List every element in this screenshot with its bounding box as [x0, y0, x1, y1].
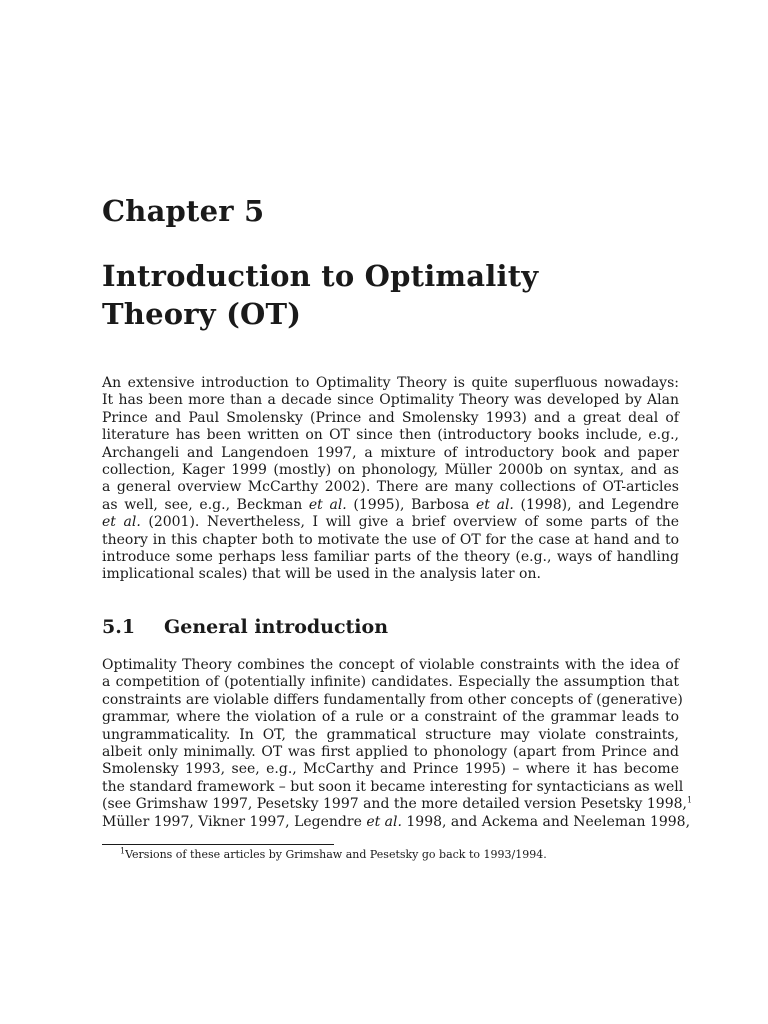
footnote-divider [102, 844, 334, 845]
paragraph-line [102, 795, 693, 813]
italic-text: et al. [102, 514, 141, 531]
text-run: Müller 1997, Vikner 1997, Legendre [102, 813, 367, 830]
chapter-title-line: Theory (OT) [102, 297, 302, 331]
footnote-reference[interactable]: 1 [686, 795, 693, 805]
paragraph-line [102, 497, 679, 514]
section-title: General introduction [164, 616, 389, 638]
paragraph-line: It has been more than a decade since Optimality Theory was developed by Alan [102, 392, 679, 409]
footnote-text: Versions of these articles by Grimshaw and Pesetsky go back to 1993/1994. [125, 848, 547, 861]
text-run: (1995), Barbosa [346, 496, 477, 513]
paragraph-line [102, 813, 691, 831]
text-run: (1998), and Legendre [513, 496, 679, 513]
italic-text: et al. [308, 496, 347, 513]
paragraph-line: introduce some perhaps less familiar parts of the theory (e.g., ways of handling [102, 548, 679, 565]
paragraph-line: constraints are violable differs fundamentally from other concepts of (generative) [102, 691, 683, 708]
text-run: as well, see, e.g., Beckman [102, 496, 309, 513]
footnote [120, 848, 547, 862]
paragraph-line: literature has been written on OT since then (introductory books include, e.g., [102, 427, 679, 444]
text-run: (see Grimshaw 1997, Pesetsky 1997 and the more detailed version Pesetsky 1998, [102, 796, 687, 813]
paragraph-line: Smolensky 1993, see, e.g., McCarthy and Prince 1995) – where it has become [102, 761, 679, 778]
italic-text: et al. [366, 813, 402, 830]
section-heading [102, 616, 388, 639]
paragraph-line: albeit only minimally. OT was first applied to phonology (apart from Prince and [102, 743, 679, 760]
paragraph-line: Optimality Theory combines the concept of violable constraints with the idea of [102, 657, 679, 673]
paragraph-line: the standard framework – but soon it became interesting for syntacticians as well [102, 778, 684, 795]
text-run: (2001). Nevertheless, I will give a brief overview of some parts of the [140, 514, 679, 531]
paragraph-line: grammar, where the violation of a rule or a constraint of the grammar leads to [102, 709, 679, 726]
paragraph-line: a general overview McCarthy 2002). There are many collections of OT-articles [102, 479, 679, 496]
section-number: 5.1 [102, 616, 136, 638]
text-run: 1998, and Ackema and Neeleman 1998, [401, 813, 691, 830]
footnote-mark: 1 [120, 846, 126, 856]
paragraph-line: a competition of (potentially infinite) candidates. Especially the assumption that [102, 674, 679, 691]
paragraph-line [102, 514, 679, 531]
paragraph-line: collection, Kager 1999 (mostly) on phonology, Müller 2000b on syntax, and as [102, 461, 679, 478]
intro-paragraph [102, 375, 679, 584]
chapter-label: Chapter 5 [102, 194, 265, 228]
paragraph-line: An extensive introduction to Optimality Theory is quite superfluous nowadays: [102, 375, 679, 391]
general-introduction-paragraph [102, 657, 693, 831]
paragraph-line: Archangeli and Langendoen 1997, a mixture of introductory book and paper [102, 444, 679, 461]
chapter-title-line: Introduction to Optimality [102, 259, 539, 293]
paragraph-line: theory in this chapter both to motivate the use of OT for the case at hand and to [102, 531, 679, 548]
paragraph-line: Prince and Paul Smolensky (Prince and Smolensky 1993) and a great deal of [102, 409, 679, 426]
paragraph-line: ungrammaticality. In OT, the grammatical structure may violate constraints, [102, 726, 679, 743]
chapter-title [102, 257, 702, 333]
italic-text: et al. [476, 496, 514, 513]
paragraph-line: implicational scales) that will be used in the analysis later on. [102, 566, 541, 583]
